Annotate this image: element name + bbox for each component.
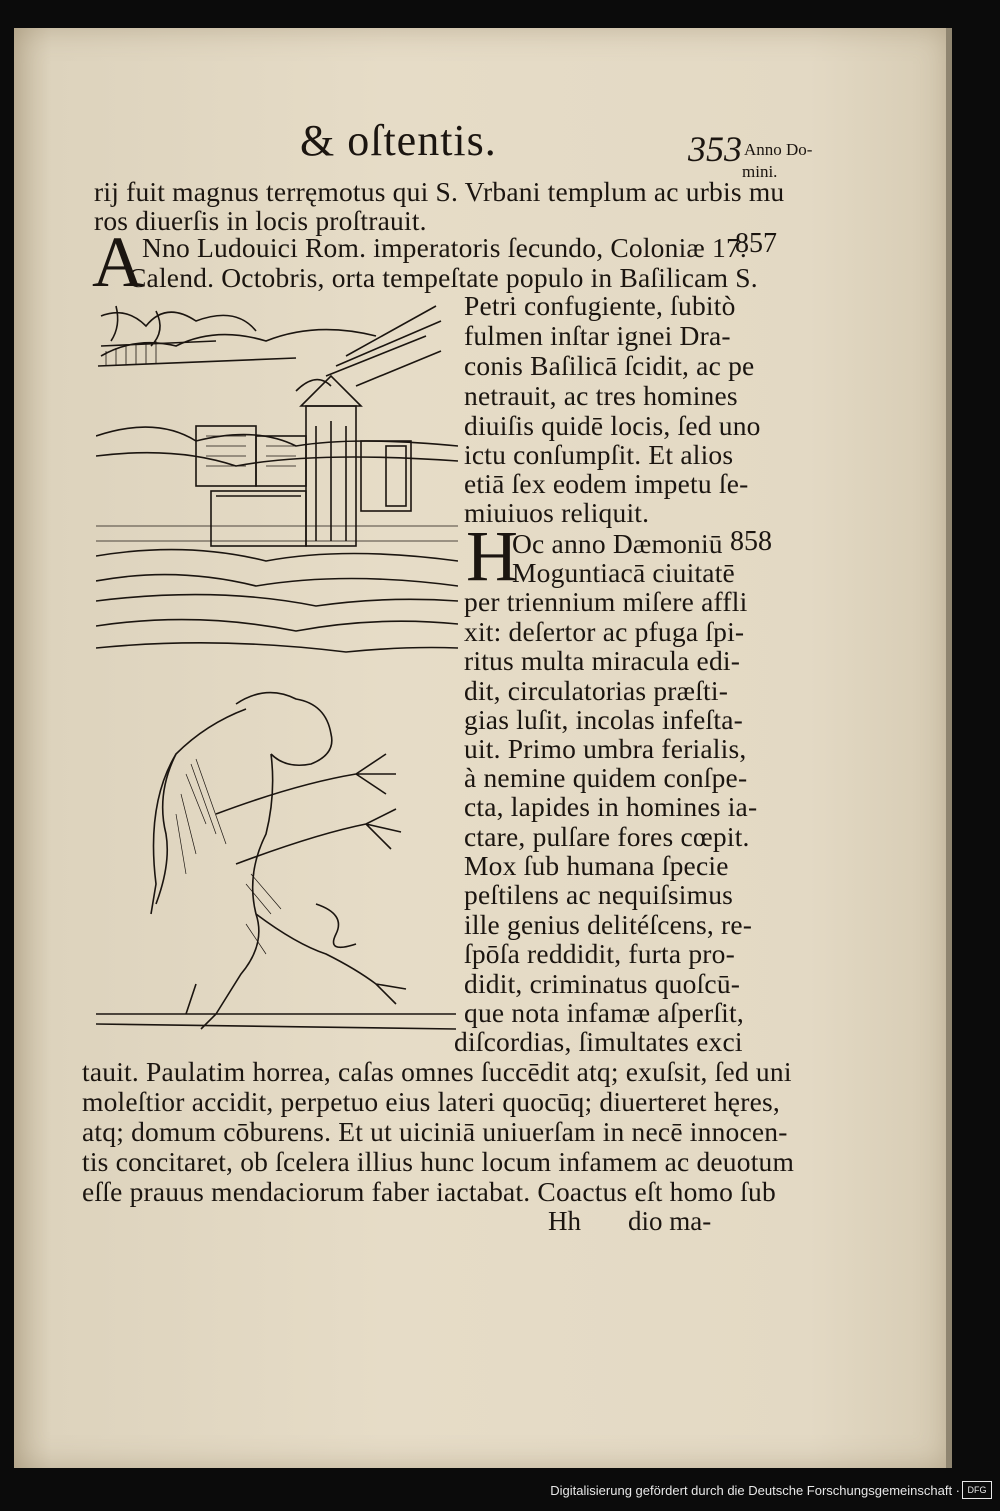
text-line: tis concitaret, ob ſcelera illius hunc locum infamem ac deuotum xyxy=(82,1146,795,1177)
text-line: Nno Ludouici Rom. imperatoris ſecundo, Coloniæ 17. xyxy=(142,232,748,263)
text-line: didit, criminatus quoſcū- xyxy=(464,968,741,999)
text-line: peſtilens ac nequiſsimus xyxy=(464,879,734,910)
text-line: eſſe prauus mendaciorum faber iactabat. Coactus eſt homo ſub xyxy=(82,1176,776,1207)
text-line: dit, circulatorias præſti- xyxy=(464,675,729,706)
text-line: netrauit, ac tres homines xyxy=(464,380,738,411)
text-line: conis Baſilicā ſcidit, ac pe xyxy=(464,350,755,381)
dfg-logo-icon[interactable]: DFG xyxy=(962,1481,992,1499)
text-line: ictu conſumpſit. Et alios xyxy=(464,439,734,470)
text-line: cta, lapides in homines ia- xyxy=(464,791,758,822)
text-line: rij fuit magnus terręmotus qui S. Vrbani templum ac urbis mu xyxy=(94,176,785,207)
folio-number: 353 xyxy=(688,129,742,169)
year-858: 858 xyxy=(730,526,772,557)
text-line: diſcordias, ſimultates exci xyxy=(454,1026,743,1057)
text-line: fulmen inſtar ignei Dra- xyxy=(464,320,731,351)
text-line: per triennium miſere affli xyxy=(464,586,748,617)
woodcut-demon xyxy=(96,684,456,1034)
text-line: etiā ſex eodem impetu ſe- xyxy=(464,468,749,499)
text-line: miuiuos reliquit. xyxy=(464,497,650,528)
drop-initial-a: A xyxy=(92,222,144,302)
text-line: diuiſis quidē locis, ſed uno xyxy=(464,410,761,441)
signature-mark: Hh xyxy=(548,1206,581,1236)
text-line: ille genius delitéſcens, re- xyxy=(464,909,753,940)
funding-credit: Digitalisierung gefördert durch die Deutsche Forschungsgemeinschaft · xyxy=(550,1483,960,1498)
text-line: Calend. Octobris, orta tempeſtate populo in Baſilicam S. xyxy=(128,262,758,293)
text-line: Mox ſub humana ſpecie xyxy=(464,850,729,881)
catchword: dio ma- xyxy=(628,1206,712,1236)
text-line: ſpōſa reddidit, furta pro- xyxy=(464,938,735,969)
year-857: 857 xyxy=(735,228,777,259)
text-line: uit. Primo umbra ferialis, xyxy=(464,733,747,764)
text-line: moleſtior accidit, perpetuo eius lateri quocūq; diuerteret hęres, xyxy=(82,1086,780,1117)
text-line: que nota infamæ aſperſit, xyxy=(464,997,744,1028)
text-line: Oc anno Dæmoniū xyxy=(512,528,723,559)
text-line: gias luſit, incolas infeſta- xyxy=(464,704,744,735)
woodcut-lightning-town xyxy=(96,296,458,661)
text-line: ctare, pulſare fores cœpit. xyxy=(464,821,750,852)
text-line: ritus multa miracula edi- xyxy=(464,645,741,676)
running-header: & oſtentis. xyxy=(300,116,497,165)
footer-bar xyxy=(0,1469,1000,1511)
text-line: xit: deſertor ac pfuga ſpi- xyxy=(464,616,745,647)
margin-note-line1: Anno Do- xyxy=(744,140,813,159)
page-edge xyxy=(946,28,952,1468)
text-line: atq; domum cōburens. Et ut uiciniā uniuerſam in necē innocen- xyxy=(82,1116,788,1147)
text-line: Petri confugiente, ſubitò xyxy=(464,290,736,321)
text-line: tauit. Paulatim horrea, caſas omnes ſuccēdit atq; exuſsit, ſed uni xyxy=(82,1056,792,1087)
text-line: ros diuerſis in locis proſtrauit. xyxy=(94,205,427,236)
text-line: à nemine quidem conſpe- xyxy=(464,762,748,793)
drop-initial-h: H xyxy=(466,516,518,596)
text-line: Moguntiacā ciuitatē xyxy=(512,557,735,588)
margin-note-line2: mini. xyxy=(742,162,778,181)
